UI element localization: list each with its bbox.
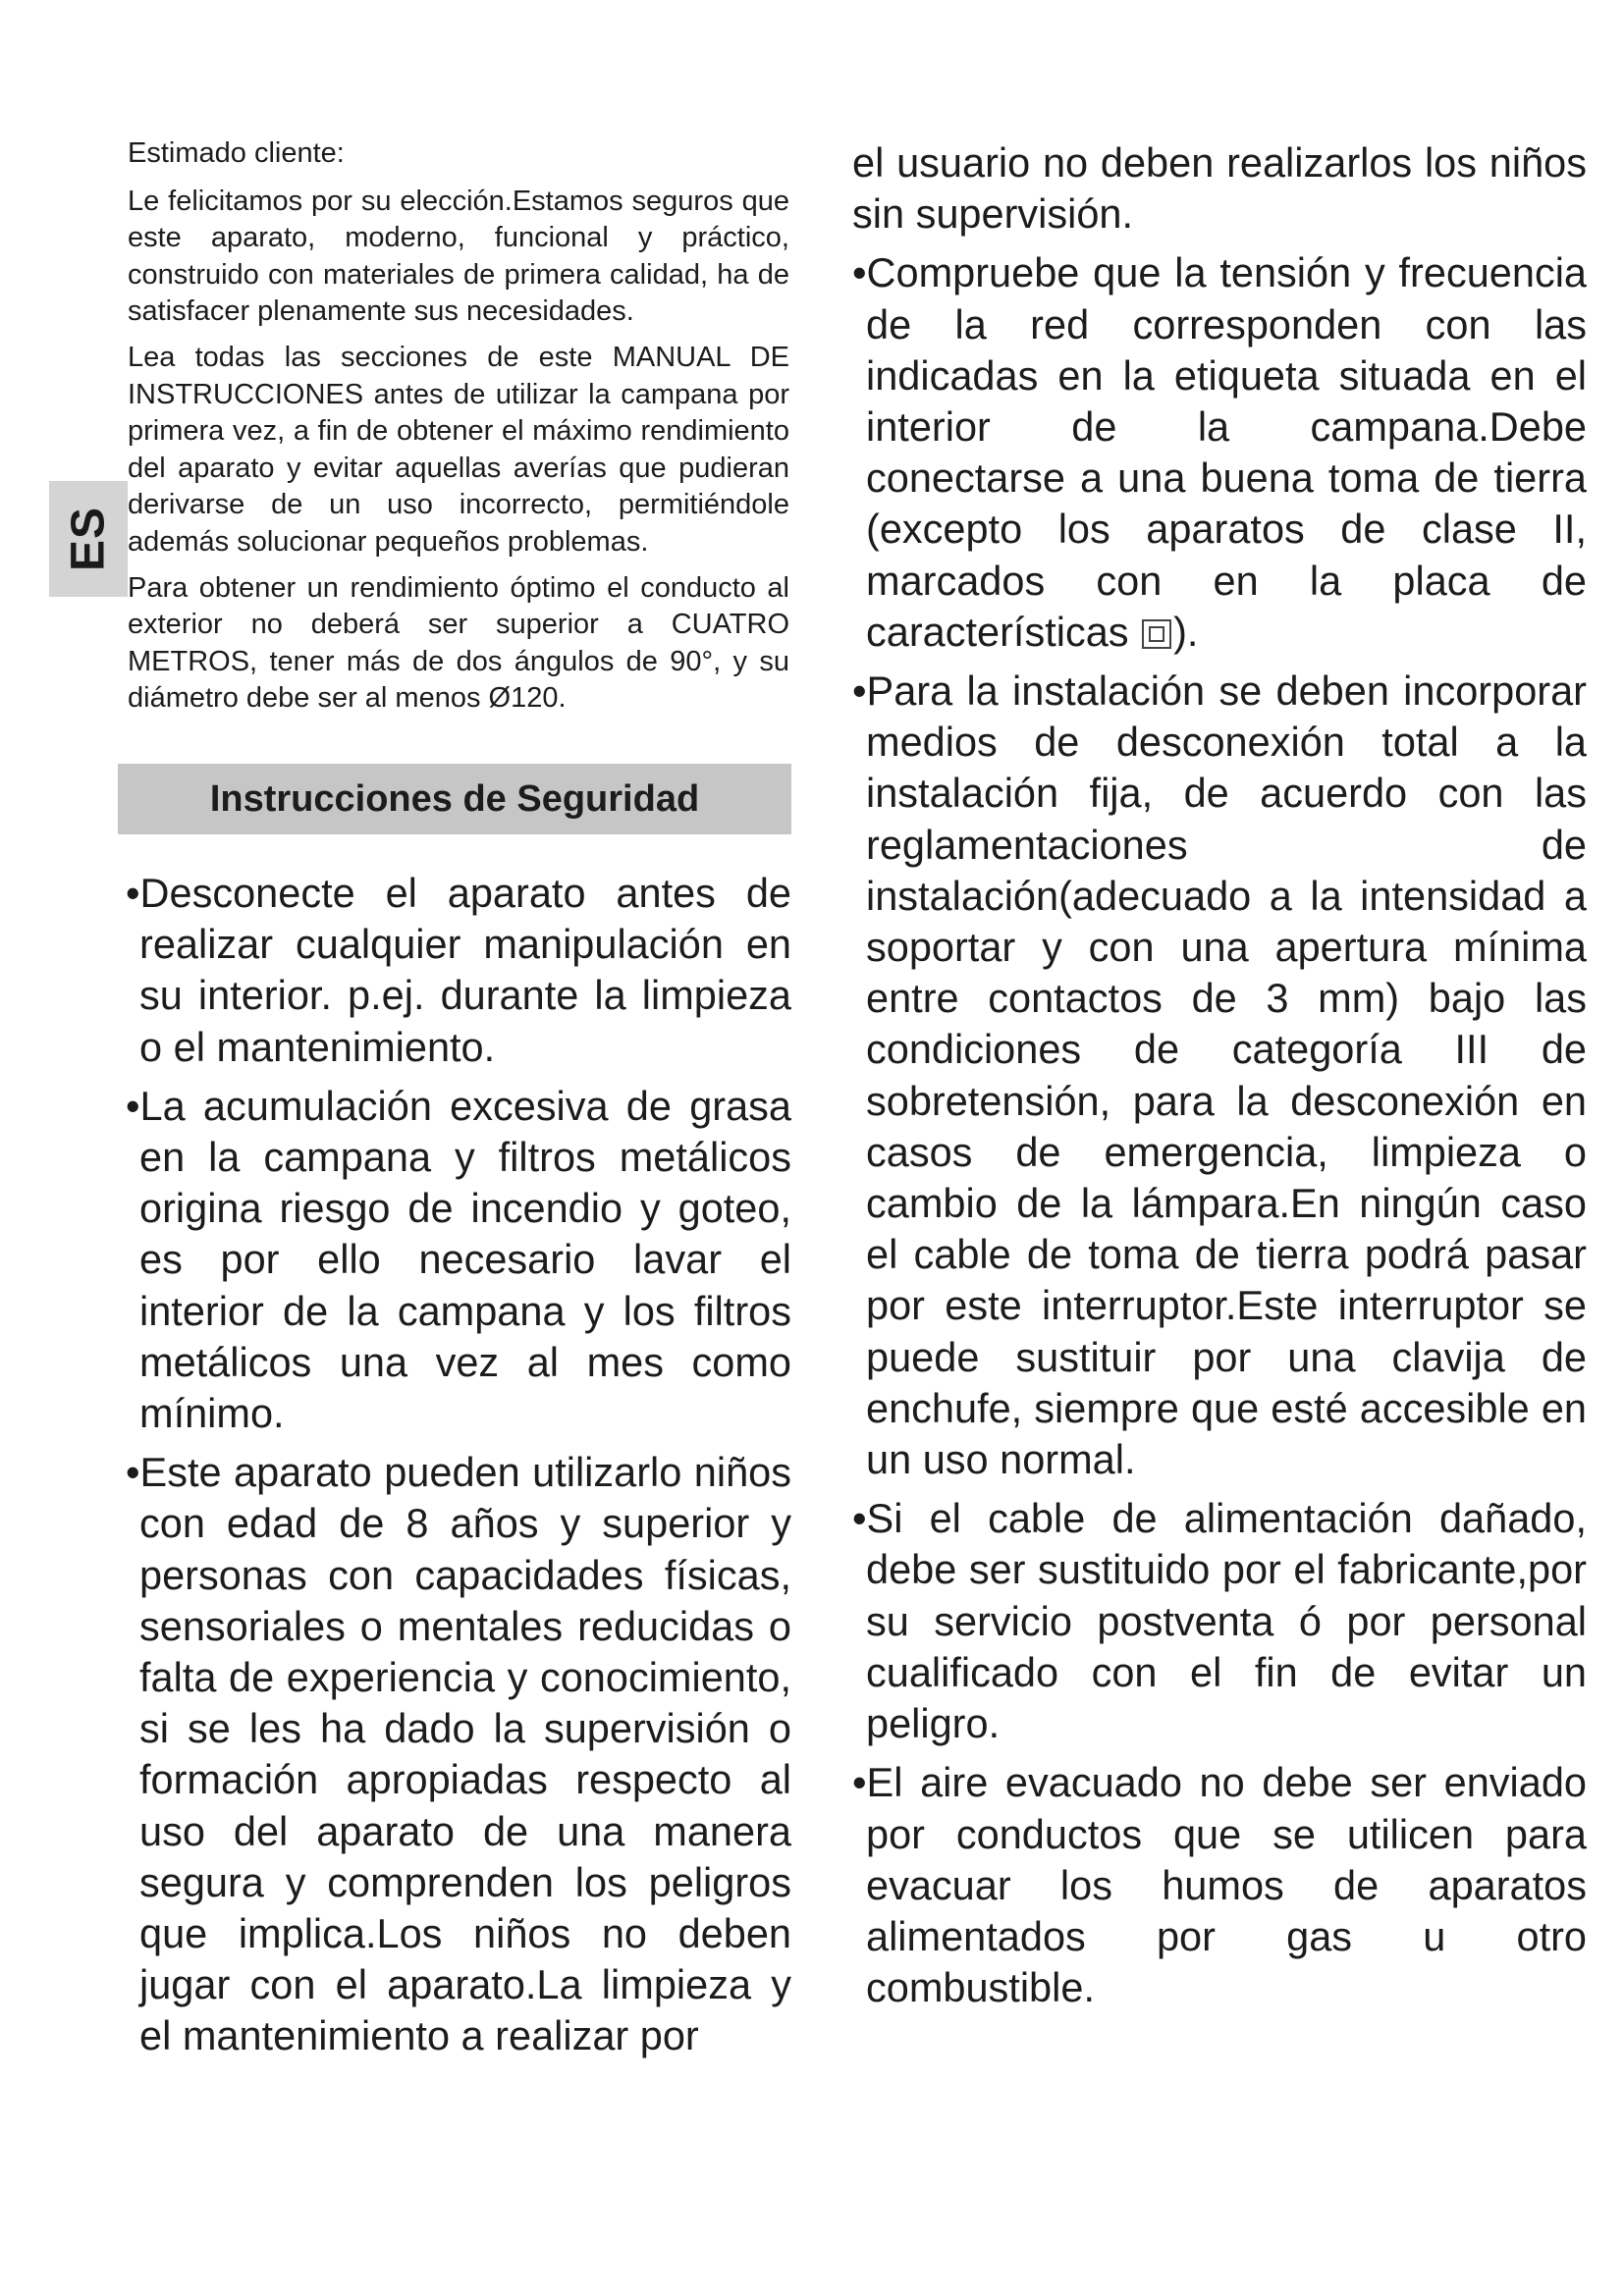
safety-item: •La acumulación excesiva de grasa en la campana y filtros metálicos origina riesgo de incendio y goteo, es por ello necesario lavar el interior de la campana y los filtros metálicos una vez al mes como mínimo. [126,1082,791,1437]
intro-paragraph: Le felicitamos por su elección.Estamos seguros que este aparato, moderno, funcional y práctico, construido con materiales de primera calidad, ha de satisfacer plenamente sus necesidades. [128,185,789,328]
safety-item: •Si el cable de alimentación dañado, debe ser sustituido por el fabricante,por su servicio postventa ó por personal cualificado con el fin de evitar un peligro. [852,1495,1587,1747]
voltage-text: •Compruebe que la tensión y frecuencia de la red corresponden con las indicadas en la etiqueta situada en el interior de la campana.Debe conectarse a una buena toma de tierra (excepto los aparatos de clase II, marcados con en la placa de características [852,249,1587,655]
section-title: Instrucciones de Seguridad [118,764,791,834]
language-tab [49,481,128,597]
voltage-text-end: ). [1173,608,1199,655]
safety-item: •El aire evacuado no debe ser enviado por conductos que se utilicen para evacuar los humos de aparatos alimentados por gas u otro combustible. [852,1759,1587,2011]
continuation-text: el usuario no deben realizarlos los niños sin supervisión. [852,139,1587,238]
intro-paragraph: Para obtener un rendimiento óptimo el conducto al exterior no deberá ser superior a CUATRO METROS, tener más de dos ángulos de 90°, y su diámetro debe ser al menos Ø120. [128,571,789,715]
intro-section [128,135,789,726]
greeting: Estimado cliente: [128,137,345,169]
left-column [126,868,791,2062]
double-square-class-ii-icon [1142,619,1171,649]
safety-item: •Este aparato pueden utilizarlo niños con edad de 8 años y superior y personas con capacidades físicas, sensoriales o mentales reducidas o falta de experiencia y conocimiento, si se les ha dado la supervisión o formación apropiadas respecto al uso del aparato de una manera segura y comprenden los peligros que implica.Los niños no deben jugar con el aparato.La limpieza y el mantenimiento a realizar por [126,1449,791,2059]
safety-item: •Desconecte el aparato antes de realizar cualquier manipulación en su interior. p.ej. durante la limpieza o el mantenimiento. [126,870,791,1070]
safety-item: •Para la instalación se deben incorporar medios de desconexión total a la instalación fija, de acuerdo con las reglamentaciones de instalación(adecuado a la intensidad a soportar y con una apertura mínima entre contactos de 3 mm) bajo las condiciones de categoría III de sobretensión, para la desconexión en casos de emergencia, limpieza o cambio de la lámpara.En ningún caso el cable de toma de tierra podrá pasar por este interruptor.Este interruptor se puede sustituir por una clavija de enchufe, siempre que esté accesible en un uso normal. [852,667,1587,1483]
right-column [852,137,1587,2013]
intro-paragraph: Lea todas las secciones de este MANUAL DE INSTRUCCIONES antes de utilizar la campana por primera vez, a fin de obtener el máximo rendimiento del aparato y evitar aquellas averías que pudieran derivarse de un uso incorrecto, permitiéndole además solucionar pequeños problemas. [128,341,789,558]
language-tab-label: ES [62,506,115,572]
safety-item [852,247,1587,658]
